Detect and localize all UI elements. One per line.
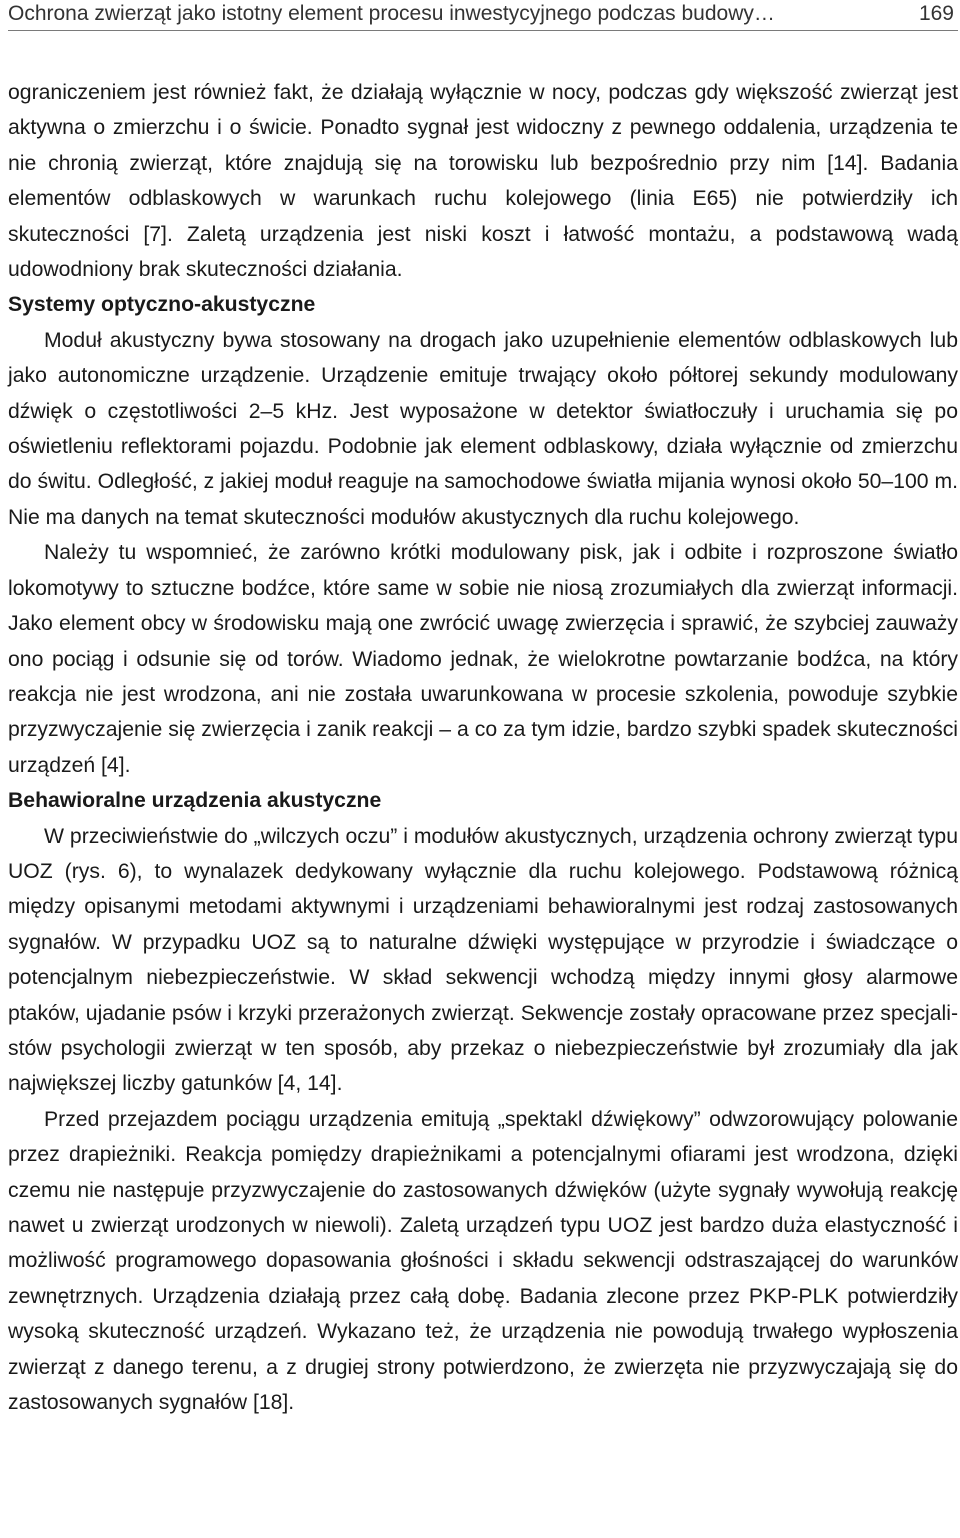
- paragraph: Należy tu wspomnieć, że zarówno krótki modulowany pisk, jak i odbite i rozproszone światło lokomotywy to sztuczne bodźce, które same w sobie nie niosą zrozumiałych dla zwierząt informacji. Jako element obcy w środowisku mają one zwrócić uwagę zwierzęcia i sprawić, że szybciej zauważy ono pociąg i odsunie się od torów. Wiadomo jednak, że wielokrotne powtarzanie bodźca, na który reakcja nie jest wrodzona, ani nie została uwarunkowana w procesie szkolenia, powoduje szybkie przyzwyczajenie się zwierzęcia i zanik reakcji – a co za tym idzie, bardzo szybki spadek skuteczności urządzeń [4].: [8, 541, 958, 777]
- document-page: [8, 0, 958, 1538]
- header-title: Ochrona zwierząt jako istotny element procesu inwestycyjnego podczas budowy…: [8, 2, 775, 25]
- body-text: [8, 75, 958, 1420]
- paragraph: Przed przejazdem pociągu urządzenia emitują „spektakl dźwiękowy” odwzorowujący polowanie przez drapieżniki. Reakcja pomiędzy drapieżnikami a potencjalnymi ofiarami jest wrodzona, dzięki czemu nie następuje przyzwyczajenie do zastosowanych dźwięków (użyte sygnały wywołują reakcję nawet u zwierząt urodzonych w niewoli). Zaletą urządzeń typu UOZ jest bardzo duża elastyczność i możliwość programowego dopasowania głośności i składu sekwencji odstraszającej do warunków zewnętrznych. Urządzenia działają przez całą dobę. Badania zlecone przez PKP-PLK potwierdziły wysoką skuteczność urządzeń. Wykazano też, że urządzenia nie powodują trwałego wypłoszenia zwierząt z danego terenu, a z drugiej strony potwierdzono, że zwierzęta nie przyzwyczajają się do zastosowanych sygnałów [18].: [8, 1107, 958, 1415]
- paragraph: ograniczeniem jest również fakt, że działają wyłącznie w nocy, podczas gdy większość zwierząt jest aktywna o zmierzchu i o świcie. Ponadto sygnał jest widoczny z pewnego oddalenia, urządzenia te nie chronią zwierząt, które znajdują się na torowisku lub bezpośrednio przy nim [14]. Badania elementów odblaskowych w warunkach ruchu kolejowego (linia E65) nie potwierdziły ich skuteczności [7]. Zaletą urządzenia jest niski koszt i łatwość montażu, a podstawową wadą udowodniony brak skuteczności działania.: [8, 81, 958, 282]
- page-number: 169: [918, 2, 954, 25]
- running-header: [8, 0, 958, 31]
- section-heading: Behawioralne urządzenia akustyczne: [8, 789, 382, 813]
- paragraph: W przeciwieństwie do „wilczych oczu” i modułów akustycznych, urządzenia ochrony zwierząt typu UOZ (rys. 6), to wynalazek dedykowany wyłącznie dla ruchu kolejowego. Podstawową różnicą między opisanymi metodami aktywnymi i urządzeniami behawioralnymi jest rodzaj zastosowanych sygnałów. W przypadku UOZ są to naturalne dźwięki występujące w przyrodzie i świadczące o potencjalnym niebezpieczeństwie. W skład sekwencji wchodzą między innymi głosy alarmowe ptaków, ujadanie psów i krzyki przerażonych zwierząt. Sekwencje zostały opracowane przez specjalistów psychologii zwierząt w ten sposób, aby przekaz o niebezpieczeństwie był zrozumiały dla jak największej liczby gatunków [4, 14].: [8, 824, 958, 1096]
- paragraph: Moduł akustyczny bywa stosowany na drogach jako uzupełnienie elementów odblaskowych lub jako autonomiczne urządzenie. Urządzenie emituje trwający około półtorej sekundy modulowany dźwięk o częstotliwości 2–5 kHz. Jest wyposażone w detektor światłoczuły i uruchamia się po oświetleniu reflektorami pojazdu. Podobnie jak element odblaskowy, działa wyłącznie od zmierzchu do świtu. Odległość, z jakiej moduł reaguje na samochodowe światła mijania wynosi około 50–100 m. Nie ma danych na temat skuteczności modułów akustycznych dla ruchu kolejowego.: [8, 328, 958, 529]
- section-heading: Systemy optyczno-akustyczne: [8, 293, 316, 317]
